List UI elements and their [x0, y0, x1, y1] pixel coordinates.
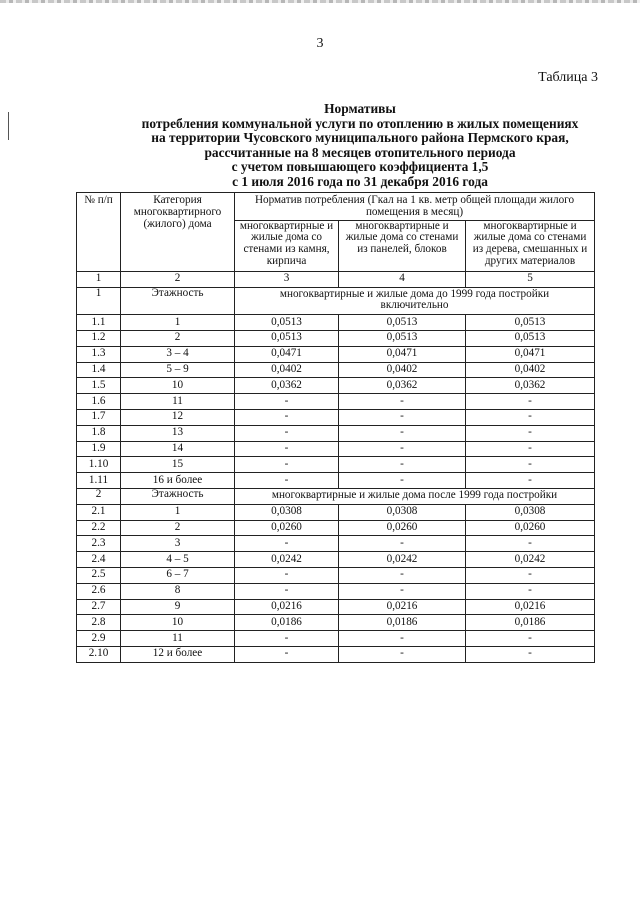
cell-panel: 0,0402 — [339, 362, 466, 378]
row-number: 2.10 — [77, 646, 121, 662]
cell-wood: 0,0186 — [466, 615, 595, 631]
table-row — [77, 315, 595, 331]
cell-wood: 0,0513 — [466, 330, 595, 346]
table-row — [77, 473, 595, 489]
cell-wood: 0,0260 — [466, 520, 595, 536]
row-number: 2.7 — [77, 599, 121, 615]
section-title: многоквартирные и жилые дома до 1999 года постройки включительно — [235, 287, 595, 315]
row-floors: 5 – 9 — [121, 362, 235, 378]
header-num: № п/п — [77, 193, 121, 272]
cell-stone: 0,0186 — [235, 615, 339, 631]
row-floors: 12 — [121, 409, 235, 425]
cell-stone: - — [235, 394, 339, 410]
row-number: 2.3 — [77, 536, 121, 552]
title-line: на территории Чусовского муниципального района Пермского края, — [151, 130, 569, 146]
row-number: 2.4 — [77, 552, 121, 568]
cell-stone: 0,0513 — [235, 330, 339, 346]
table-row — [77, 615, 595, 631]
cell-panel: - — [339, 441, 466, 457]
table-row — [77, 394, 595, 410]
document-title — [60, 102, 640, 190]
row-floors: 1 — [121, 315, 235, 331]
cell-wood: - — [466, 473, 595, 489]
table-row — [77, 362, 595, 378]
cell-panel: - — [339, 631, 466, 647]
row-number: 1.6 — [77, 394, 121, 410]
cell-wood: 0,0402 — [466, 362, 595, 378]
cell-panel: - — [339, 583, 466, 599]
row-number: 2.6 — [77, 583, 121, 599]
cell-stone: 0,0513 — [235, 315, 339, 331]
table-row — [77, 441, 595, 457]
cell-panel: - — [339, 536, 466, 552]
section-row — [77, 488, 595, 504]
cell-stone: 0,0216 — [235, 599, 339, 615]
cell-panel: 0,0513 — [339, 330, 466, 346]
cell-stone: - — [235, 409, 339, 425]
table-row — [77, 599, 595, 615]
row-number: 1.4 — [77, 362, 121, 378]
row-number: 1.11 — [77, 473, 121, 489]
col-number: 1 — [77, 271, 121, 287]
cell-stone: - — [235, 536, 339, 552]
cell-stone: 0,0308 — [235, 504, 339, 520]
table-row — [77, 536, 595, 552]
cell-wood: - — [466, 409, 595, 425]
cell-stone: - — [235, 646, 339, 662]
header-col-stone: многоквартирные и жилые дома со стенами из камня, кирпича — [235, 220, 339, 271]
row-floors: 3 — [121, 536, 235, 552]
row-floors: 2 — [121, 520, 235, 536]
row-number: 2.1 — [77, 504, 121, 520]
cell-wood: - — [466, 457, 595, 473]
table-row — [77, 330, 595, 346]
row-floors: 4 – 5 — [121, 552, 235, 568]
row-floors: 16 и более — [121, 473, 235, 489]
cell-stone: 0,0362 — [235, 378, 339, 394]
row-floors: 15 — [121, 457, 235, 473]
cell-wood: - — [466, 646, 595, 662]
row-floors: 9 — [121, 599, 235, 615]
table-row — [77, 425, 595, 441]
cell-wood: 0,0216 — [466, 599, 595, 615]
cell-panel: - — [339, 567, 466, 583]
cell-panel: - — [339, 457, 466, 473]
cell-panel: 0,0186 — [339, 615, 466, 631]
cell-panel: - — [339, 409, 466, 425]
row-number: 1.5 — [77, 378, 121, 394]
cell-panel: 0,0471 — [339, 346, 466, 362]
row-floors: 12 и более — [121, 646, 235, 662]
row-number: 1.1 — [77, 315, 121, 331]
cell-wood: - — [466, 567, 595, 583]
table-label: Таблица 3 — [538, 70, 598, 85]
section-label: Этажность — [121, 488, 235, 504]
title-line: рассчитанные на 8 месяцев отопительного периода — [204, 144, 516, 160]
cell-stone: 0,0242 — [235, 552, 339, 568]
column-number-row — [77, 271, 595, 287]
cell-wood: - — [466, 394, 595, 410]
cell-wood: - — [466, 425, 595, 441]
section-number: 1 — [77, 287, 121, 315]
section-row — [77, 287, 595, 315]
table-row — [77, 346, 595, 362]
row-floors: 14 — [121, 441, 235, 457]
table-row — [77, 646, 595, 662]
header-col-panel: многоквартирные и жилые дома со стенами из панелей, блоков — [339, 220, 466, 271]
col-number: 3 — [235, 271, 339, 287]
cell-stone: 0,0260 — [235, 520, 339, 536]
col-number: 4 — [339, 271, 466, 287]
cell-wood: - — [466, 536, 595, 552]
cell-stone: 0,0471 — [235, 346, 339, 362]
table-row — [77, 378, 595, 394]
norms-table — [76, 192, 595, 663]
table-row — [77, 520, 595, 536]
cell-wood: 0,0362 — [466, 378, 595, 394]
row-floors: 10 — [121, 615, 235, 631]
row-number: 1.7 — [77, 409, 121, 425]
cell-stone: - — [235, 583, 339, 599]
cell-stone: - — [235, 425, 339, 441]
row-floors: 1 — [121, 504, 235, 520]
row-floors: 3 – 4 — [121, 346, 235, 362]
cell-stone: - — [235, 473, 339, 489]
title-line: Нормативы — [324, 101, 396, 116]
table-row — [77, 504, 595, 520]
cell-wood: 0,0308 — [466, 504, 595, 520]
row-number: 1.3 — [77, 346, 121, 362]
header-norm: Норматив потребления (Гкал на 1 кв. метр общей площади жилого помещения в месяц) — [235, 193, 595, 221]
header-row — [77, 193, 595, 221]
table-row — [77, 567, 595, 583]
row-number: 2.8 — [77, 615, 121, 631]
cell-panel: 0,0308 — [339, 504, 466, 520]
margin-mark — [8, 112, 9, 140]
table-row — [77, 457, 595, 473]
section-title: многоквартирные и жилые дома после 1999 года постройки — [235, 488, 595, 504]
row-floors: 13 — [121, 425, 235, 441]
table-row — [77, 409, 595, 425]
cell-stone: - — [235, 567, 339, 583]
row-number: 1.2 — [77, 330, 121, 346]
section-number: 2 — [77, 488, 121, 504]
cell-panel: - — [339, 394, 466, 410]
row-floors: 6 – 7 — [121, 567, 235, 583]
row-floors: 11 — [121, 631, 235, 647]
cell-wood: 0,0471 — [466, 346, 595, 362]
row-floors: 11 — [121, 394, 235, 410]
cell-wood: - — [466, 631, 595, 647]
cell-panel: 0,0260 — [339, 520, 466, 536]
table-row — [77, 552, 595, 568]
row-number: 1.10 — [77, 457, 121, 473]
cell-panel: - — [339, 646, 466, 662]
cell-panel: 0,0513 — [339, 315, 466, 331]
cell-panel: 0,0216 — [339, 599, 466, 615]
scan-artifact-strip — [0, 0, 640, 3]
row-number: 2.5 — [77, 567, 121, 583]
section-label: Этажность — [121, 287, 235, 315]
cell-wood: - — [466, 441, 595, 457]
header-col-wood: многоквартирные и жилые дома со стенами из дерева, смешанных и других материалов — [466, 220, 595, 271]
cell-stone: - — [235, 631, 339, 647]
title-line: с 1 июля 2016 года по 31 декабря 2016 года — [232, 173, 488, 189]
cell-wood: 0,0513 — [466, 315, 595, 331]
col-number: 5 — [466, 271, 595, 287]
table-row — [77, 631, 595, 647]
cell-panel: - — [339, 473, 466, 489]
row-number: 2.2 — [77, 520, 121, 536]
row-number: 1.8 — [77, 425, 121, 441]
row-number: 2.9 — [77, 631, 121, 647]
cell-stone: - — [235, 457, 339, 473]
header-category: Категория многоквартирного (жилого) дома — [121, 193, 235, 272]
row-floors: 8 — [121, 583, 235, 599]
cell-panel: - — [339, 425, 466, 441]
page-number: 3 — [316, 36, 324, 51]
cell-stone: 0,0402 — [235, 362, 339, 378]
title-line: с учетом повышающего коэффициента 1,5 — [231, 159, 489, 175]
cell-panel: 0,0362 — [339, 378, 466, 394]
cell-wood: 0,0242 — [466, 552, 595, 568]
title-line: потребления коммунальной услуги по отоплению в жилых помещениях — [141, 115, 579, 131]
cell-stone: - — [235, 441, 339, 457]
row-number: 1.9 — [77, 441, 121, 457]
cell-panel: 0,0242 — [339, 552, 466, 568]
col-number: 2 — [121, 271, 235, 287]
table-row — [77, 583, 595, 599]
cell-wood: - — [466, 583, 595, 599]
row-floors: 2 — [121, 330, 235, 346]
row-floors: 10 — [121, 378, 235, 394]
